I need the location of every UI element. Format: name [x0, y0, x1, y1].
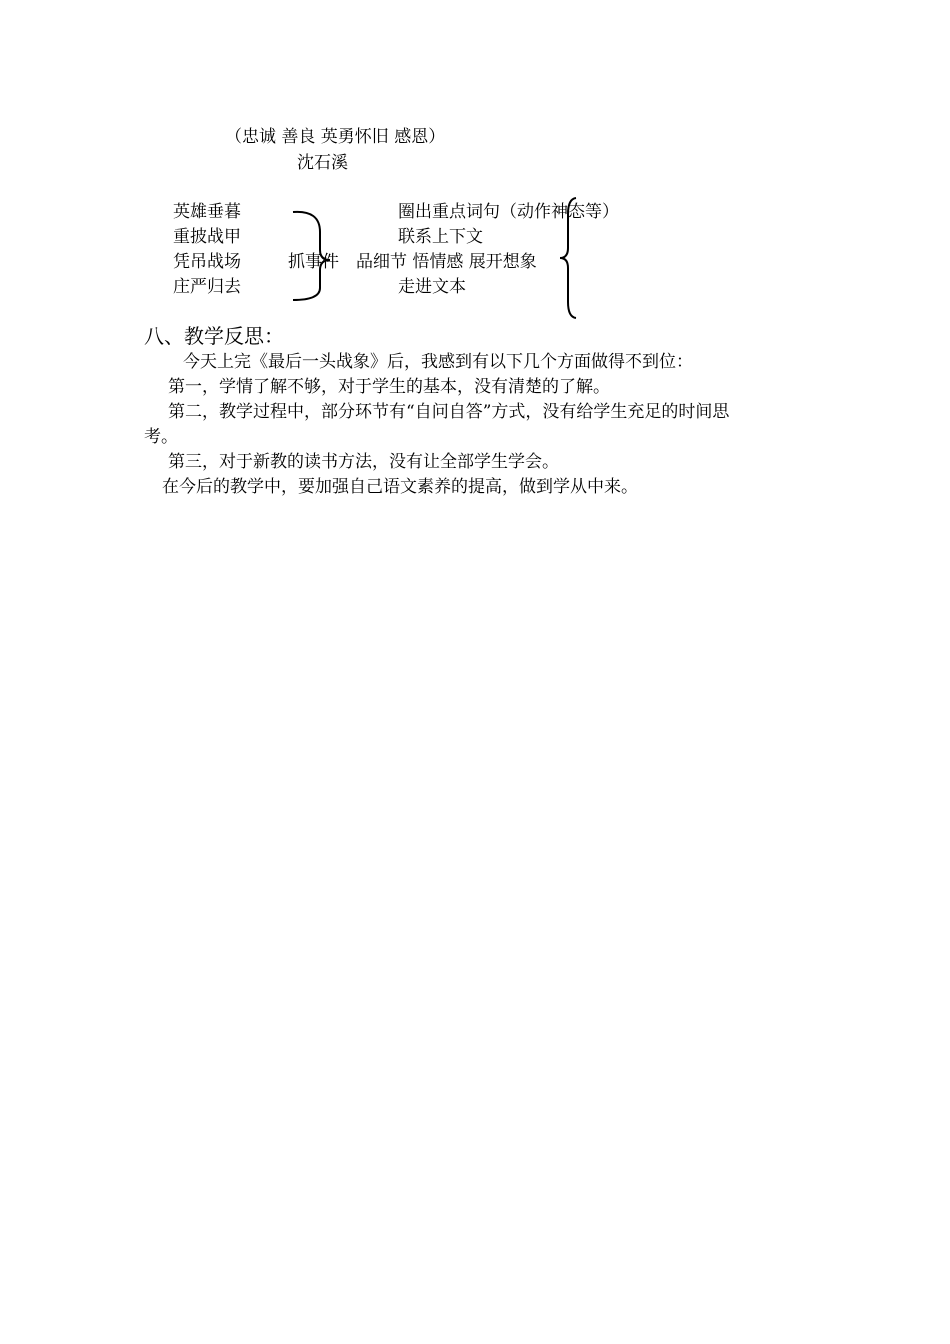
reflection-conclusion: 在今后的教学中，要加强自己语文素养的提高，做到学从中来。: [162, 477, 638, 497]
left-brace: [560, 196, 580, 320]
reflection-point-2-cont: 考。: [144, 427, 178, 447]
method-item: 走进文本: [398, 277, 466, 297]
event-item: 英雄垂暮: [173, 202, 241, 222]
grasp-events-label: 抓事件: [288, 252, 339, 272]
reflection-point-1: 第一，学情了解不够，对于学生的基本，没有清楚的了解。: [168, 377, 610, 397]
reflection-point-3: 第三，对于新教的读书方法，没有让全部学生学会。: [168, 452, 559, 472]
reflection-intro: 今天上完《最后一头战象》后，我感到有以下几个方面做得不到位：: [183, 352, 693, 372]
event-item: 凭吊战场: [173, 252, 241, 272]
details-label: 品细节 悟情感 展开想象: [356, 252, 537, 272]
method-item: 联系上下文: [398, 227, 483, 247]
traits-line: （忠诚 善良 英勇怀旧 感恩）: [225, 127, 446, 147]
author-name: 沈石溪: [297, 153, 348, 173]
reflection-point-2: 第二，教学过程中，部分环节有“自问自答”方式，没有给学生充足的时间思: [168, 402, 730, 422]
event-item: 重披战甲: [173, 227, 241, 247]
event-item: 庄严归去: [173, 277, 241, 297]
reflection-heading: 八、教学反思：: [144, 324, 284, 348]
method-item: 圈出重点词句（动作神态等）: [398, 202, 619, 222]
